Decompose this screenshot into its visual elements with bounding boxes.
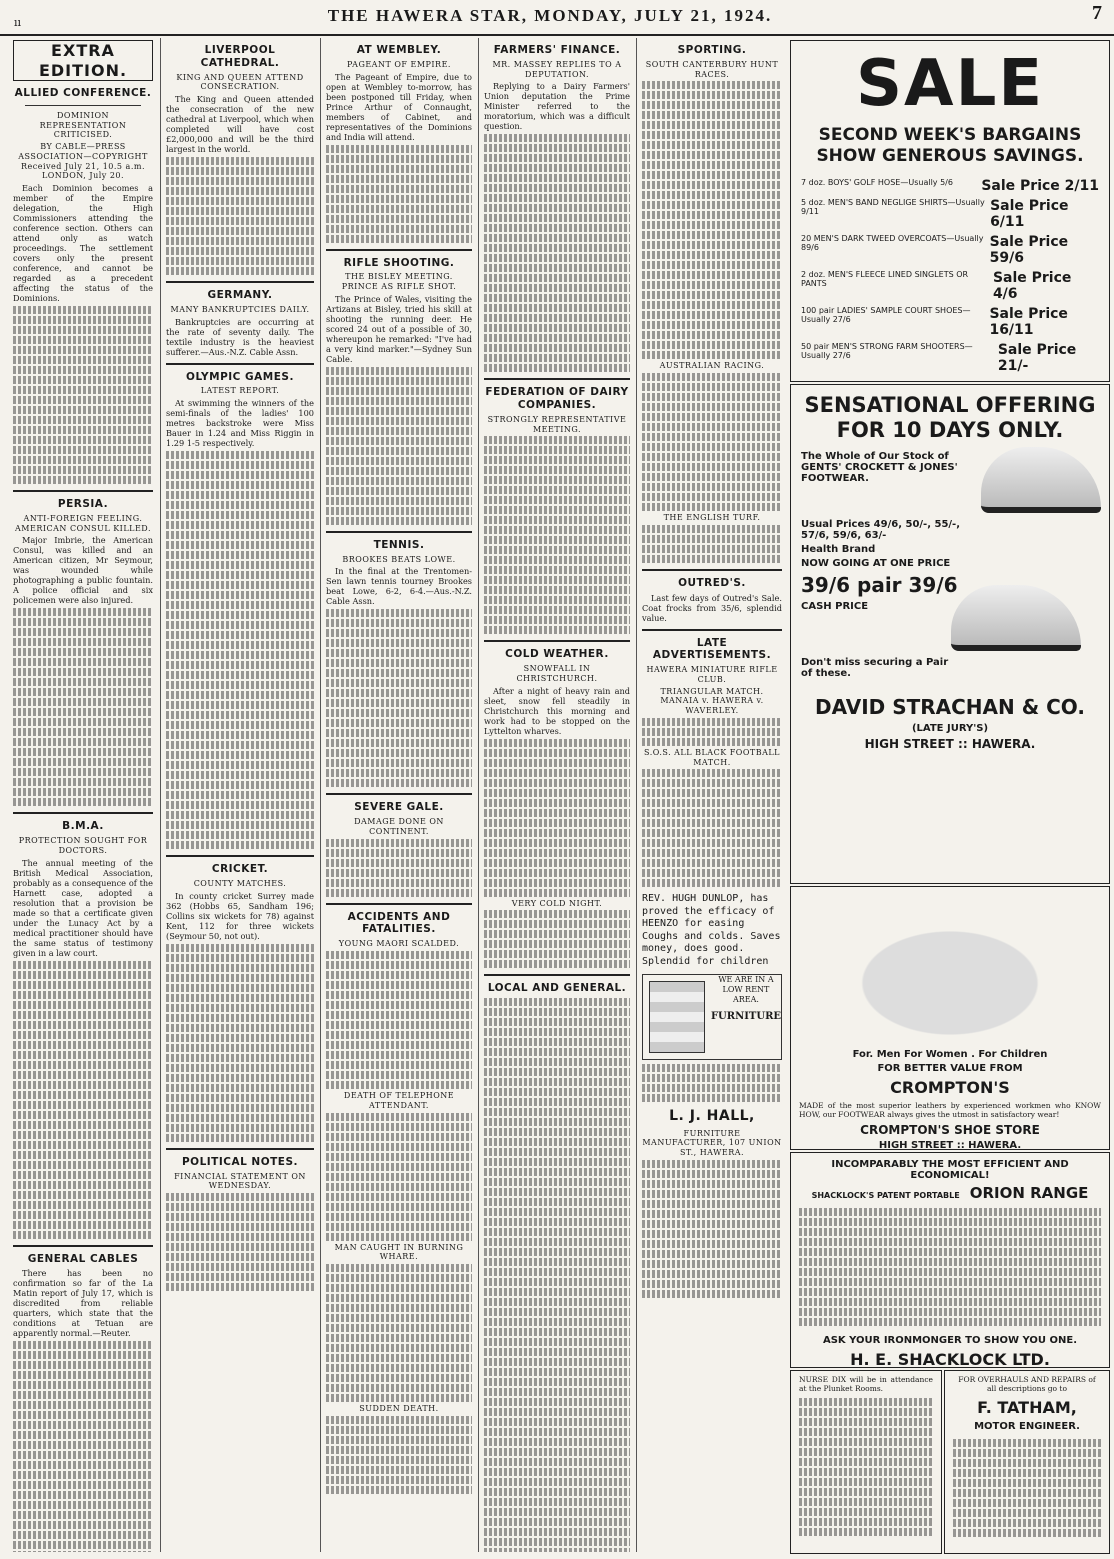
shoe-advert-title: SENSATIONAL OFFERING FOR 10 DAYS ONLY. xyxy=(804,393,1096,443)
subheading: YOUNG MAORI SCALDED. xyxy=(338,939,460,949)
article-text: The Prince of Wales, visiting the Artizans at Bisley, tried his skill at shooting the running deer. He scored 24 out of a possible of 30, whereupon he remarked: "I've had a very kind marker."—Sydney Sun Cable. xyxy=(326,293,472,364)
masthead-mark: ıı xyxy=(14,16,22,29)
olympic-games-heading: OLYMPIC GAMES. xyxy=(186,370,294,383)
bma-heading: B.M.A. xyxy=(62,820,104,833)
article-text: The annual meeting of the British Medical Association, probably as a consequence of the Harnett case, adopted a resolution that a provision be made so that a certificate given under the Lunacy Act by a medical practitioner should have the same status of testimony given in a law court. xyxy=(13,857,153,958)
general-cables-heading: GENERAL CABLES xyxy=(27,1252,139,1265)
sale-item xyxy=(791,232,1109,268)
shacklock-name: H. E. SHACKLOCK LTD. xyxy=(850,1350,1050,1368)
orion-brand: SHACKLOCK'S PATENT PORTABLE xyxy=(811,1191,960,1200)
subheading: AUSTRALIAN RACING. xyxy=(659,361,765,371)
sale-item xyxy=(791,340,1109,376)
subheading: DEATH OF TELEPHONE ATTENDANT. xyxy=(343,1091,455,1110)
subheading: PROTECTION SOUGHT FOR DOCTORS. xyxy=(18,836,148,855)
rifle-club-match: TRIANGULAR MATCH. MANAIA v. HAWERA v. WAVERLEY. xyxy=(660,686,764,716)
heenzo-advert: REV. HUGH DUNLOP, has proved the efficacy of HEENZO for easing Coughs and colds. Saves money, does good. Splendid for children xyxy=(642,893,781,967)
subheading: ANTI-FOREIGN FEELING. AMERICAN CONSUL KILLED. xyxy=(15,513,151,533)
local-general-heading: LOCAL AND GENERAL. xyxy=(487,982,627,995)
column-5 xyxy=(636,38,787,1552)
usual-prices: Usual Prices 49/6, 50/-, 55/-, 57/6, 59/6, 63/- xyxy=(801,519,961,542)
sale-item-price: Sale Price 16/11 xyxy=(989,305,1068,338)
column-2 xyxy=(160,38,319,1552)
advert-text: Last few days of Outred's Sale. Coat frocks from 35/6, splendid value. xyxy=(642,592,782,623)
lj-hall-name: L. J. HALL, xyxy=(669,1108,755,1125)
subheading: THE ENGLISH TURF. xyxy=(663,513,761,523)
article-text: At swimming the winners of the semi-finals of the ladies' 100 metres backstroke were Miss Bauer in 1.24 and Miss Riggin in 1.29 1-5 respectively. xyxy=(166,398,314,449)
late-advertisements-heading: LATE ADVERTISEMENTS. xyxy=(652,636,772,662)
tennis-heading: TENNIS. xyxy=(373,538,425,551)
boot-illustration xyxy=(981,447,1101,513)
subheading: VERY COLD NIGHT. xyxy=(511,898,603,908)
subheading: FINANCIAL STATEMENT ON WEDNESDAY. xyxy=(174,1171,306,1191)
subheading: DOMINION REPRESENTATION CRITICISED. xyxy=(39,110,127,140)
low-rent-text: WE ARE IN A LOW RENT AREA. xyxy=(718,975,774,1004)
sale-item xyxy=(791,176,1109,196)
sale-item-label: 100 pair LADIES' SAMPLE COURT SHOES—Usually 27/6 xyxy=(801,305,971,324)
sale-item-label: 5 doz. MEN'S BAND NEGLIGE SHIRTS—Usually 9/11 xyxy=(801,197,985,216)
article-text: After a night of heavy rain and sleet, snow fell steadily in Christchurch this morning and work had to be stopped on the Lyttelton wharves. xyxy=(484,685,630,736)
subheading: SNOWFALL IN CHRISTCHURCH. xyxy=(516,664,598,683)
article-text: Major Imbrie, the American Consul, was killed and an American citizen, Mr Seymour, was wounded while photographing a public fountain. A police official and six policemen were also injured. xyxy=(13,535,153,606)
one-price-text: NOW GOING AT ONE PRICE xyxy=(801,558,951,570)
rifle-club-advert: HAWERA MINIATURE RIFLE CLUB. xyxy=(646,665,778,684)
cricket-heading: CRICKET. xyxy=(211,863,269,876)
farmers-finance-heading: FARMERS' FINANCE. xyxy=(493,44,621,56)
rifle-shooting-heading: RIFLE SHOOTING. xyxy=(343,256,455,269)
article-text: There has been no confirmation so far of the La Matin report of July 17, which is discredited from reliable quarters, which state that the conditions at Tetuan are apparently normal.—Reuter. xyxy=(13,1268,153,1339)
column-1 xyxy=(8,38,158,1552)
dont-miss-text: Don't miss securing a Pair of these. xyxy=(801,657,949,680)
sale-item-label: 7 doz. BOYS' GOLF HOSE—Usually 5/6 xyxy=(801,177,953,187)
orion-top-text: INCOMPARABLY THE MOST EFFICIENT AND ECONOMICAL! xyxy=(831,1159,1069,1181)
strachan-address: HIGH STREET :: HAWERA. xyxy=(864,737,1036,752)
sale-item-price: Sale Price 2/11 xyxy=(981,177,1099,194)
sale-title: SALE xyxy=(855,47,1045,121)
sale-item-price: Sale Price 6/11 xyxy=(990,197,1069,230)
sos-advert: S.O.S. ALL BLACK FOOTBALL MATCH. xyxy=(644,747,780,767)
article-text: Bankruptcies are occurring at the rate of seventy daily. The textile industry is the heaviest sufferer.—Aus.-N.Z. Cable Assn. xyxy=(166,316,314,357)
subheading: COUNTY MATCHES. xyxy=(193,878,287,888)
sale-item-label: 50 pair MEN'S STRONG FARM SHOOTERS—Usually 27/6 xyxy=(801,341,973,360)
shoe-brand-label: Health Brand xyxy=(801,544,876,556)
tatham-advert xyxy=(944,1370,1110,1554)
sale-item-price: Sale Price 4/6 xyxy=(992,269,1072,302)
orion-name: ORION RANGE xyxy=(969,1184,1089,1202)
strachan-shoe-advert xyxy=(790,384,1110,884)
liverpool-cathedral-heading: LIVERPOOL CATHEDRAL. xyxy=(200,44,280,69)
strachan-name: DAVID STRACHAN & CO. xyxy=(815,695,1085,720)
late-jurys: (LATE JURY'S) xyxy=(911,723,989,735)
tatham-trade: MOTOR ENGINEER. xyxy=(974,1420,1080,1432)
subheading: KING AND QUEEN ATTEND CONSECRATION. xyxy=(176,72,304,92)
page-number: 7 xyxy=(1092,2,1102,24)
sale-item-label: 20 MEN'S DARK TWEED OVERCOATS—Usually 89/6 xyxy=(801,233,984,252)
column-4 xyxy=(478,38,635,1552)
cromptons-store: CROMPTON'S SHOE STORE xyxy=(860,1122,1040,1137)
cromptons-advert xyxy=(790,886,1110,1150)
newspaper-title: THE HAWERA STAR, MONDAY, JULY 21, 1924. xyxy=(327,6,773,25)
orion-ask: ASK YOUR IRONMONGER TO SHOW YOU ONE. xyxy=(822,1335,1078,1346)
subheading: MANY BANKRUPTCIES DAILY. xyxy=(170,304,310,314)
cash-price-label: CASH PRICE xyxy=(801,601,869,613)
outreds-heading: OUTRED'S. xyxy=(678,576,746,589)
subheading: MR. MASSEY REPLIES TO A DEPUTATION. xyxy=(492,59,622,79)
dairy-federation-heading: FEDERATION OF DAIRY COMPANIES. xyxy=(485,386,629,412)
subheading: BROOKES BEATS LOWE. xyxy=(342,554,456,564)
article-text: Replying to a Dairy Farmers' Union deputation the Prime Minister referred to the moratorium, which was a difficult question. xyxy=(484,81,630,132)
allied-conference-heading: ALLIED CONFERENCE. xyxy=(14,87,152,100)
masthead xyxy=(0,0,1114,36)
germany-heading: GERMANY. xyxy=(207,289,273,302)
sporting-heading: SPORTING. xyxy=(677,44,747,56)
cromptons-name: CROMPTON'S xyxy=(890,1078,1010,1097)
sale-item xyxy=(791,304,1109,340)
subheading: PAGEANT OF EMPIRE. xyxy=(347,59,451,69)
sale-list xyxy=(791,176,1109,376)
footwear-illustration xyxy=(797,893,1103,1043)
sale-item xyxy=(791,196,1109,232)
nurse-dix-notice: NURSE DIX will be in attendance at the Plunket Rooms. xyxy=(799,1375,933,1394)
subheading: SUDDEN DEATH. xyxy=(359,1404,439,1414)
tatham-name: F. TATHAM, xyxy=(977,1397,1077,1417)
subheading: LATEST REPORT. xyxy=(200,386,280,396)
cabinet-illustration xyxy=(649,981,705,1053)
sale-item-price: Sale Price 59/6 xyxy=(989,233,1069,266)
tatham-intro: FOR OVERHAULS AND REPAIRS of all descriptions go to xyxy=(958,1375,1096,1394)
shoe-price: 39/6 pair 39/6 xyxy=(801,573,958,598)
subheading: STRONGLY REPRESENTATIVE MEETING. xyxy=(487,414,627,434)
sale-advert xyxy=(790,40,1110,382)
lj-hall-address: FURNITURE MANUFACTURER, 107 UNION ST., HAWERA. xyxy=(642,1128,782,1158)
sale-item-price: Sale Price 21/- xyxy=(997,341,1077,374)
classified-left xyxy=(790,1370,942,1554)
cold-weather-heading: COLD WEATHER. xyxy=(505,648,609,661)
article-text: The Pageant of Empire, due to open at Wembley to-morrow, has been postponed till Friday, when Prince Arthur of Connaught, members of Cabinet, and representatives of the Dominions and India will attend. xyxy=(326,71,472,142)
sale-item xyxy=(791,268,1109,304)
wembley-heading: AT WEMBLEY. xyxy=(356,44,442,56)
extra-edition-heading: EXTRA EDITION. xyxy=(13,40,153,81)
orion-range-advert xyxy=(790,1152,1110,1368)
article-text: In the final at the Trentomen-Sen lawn tennis tourney Brookes beat Lowe, 6-2, 6-4.—Aus.-N.Z. Cable Assn. xyxy=(326,566,472,607)
shoe-advert-intro: The Whole of Our Stock of GENTS' CROCKETT & JONES' FOOTWEAR. xyxy=(801,451,958,485)
subheading: SOUTH CANTERBURY HUNT RACES. xyxy=(645,59,779,79)
better-value-text: FOR BETTER VALUE FROM xyxy=(877,1063,1023,1074)
political-notes-heading: POLITICAL NOTES. xyxy=(181,1155,299,1168)
column-3 xyxy=(320,38,477,1552)
accidents-heading: ACCIDENTS AND FATALITIES. xyxy=(347,910,451,936)
subheading: THE BISLEY MEETING. PRINCE AS RIFLE SHOT. xyxy=(341,272,457,292)
article-text: Each Dominion becomes a member of the Empire delegation, the High Commissioners attending the conference section. Others can attend only as watch proceedings. The settlement covers only the present conference, and cannot be regarded as a precedent affecting the status of the Dominions. xyxy=(13,183,153,304)
sale-subtitle: SECOND WEEK'S BARGAINS SHOW GENEROUS SAVINGS. xyxy=(816,125,1084,167)
article-text: The King and Queen attended the consecration of the new cathedral at Liverpool, which when completed will have cost £2,000,000 and will be the third largest in the world. xyxy=(166,94,314,155)
subheading: MAN CAUGHT IN BURNING WHARE. xyxy=(334,1242,464,1262)
furniture-label: FURNITURE xyxy=(710,1010,781,1022)
sale-item-label: 2 doz. MEN'S FLEECE LINED SINGLETS OR PANTS xyxy=(801,269,969,288)
severe-gale-heading: SEVERE GALE. xyxy=(354,801,444,814)
furniture-advert xyxy=(642,974,782,1060)
subheading: DAMAGE DONE ON CONTINENT. xyxy=(354,817,444,836)
persia-heading: PERSIA. xyxy=(57,498,109,511)
cromptons-tagline: For. Men For Women . For Children xyxy=(852,1049,1048,1060)
article-text: In county cricket Surrey made 362 (Hobbs 65, Sandham 196; Collins six wickets for 78) against Kent, 112 for three wickets (Seymour 50, not out). xyxy=(166,890,314,941)
byline: BY CABLE—PRESS ASSOCIATION—COPYRIGHT Received July 21, 10.5 a.m. LONDON, July 20. xyxy=(18,142,148,181)
cromptons-text: MADE of the most superior leathers by experienced workmen who KNOW HOW, our FOOTWEAR always gives the utmost in satisfactory wear! xyxy=(799,1101,1101,1120)
cromptons-address: HIGH STREET :: HAWERA. xyxy=(878,1139,1022,1150)
